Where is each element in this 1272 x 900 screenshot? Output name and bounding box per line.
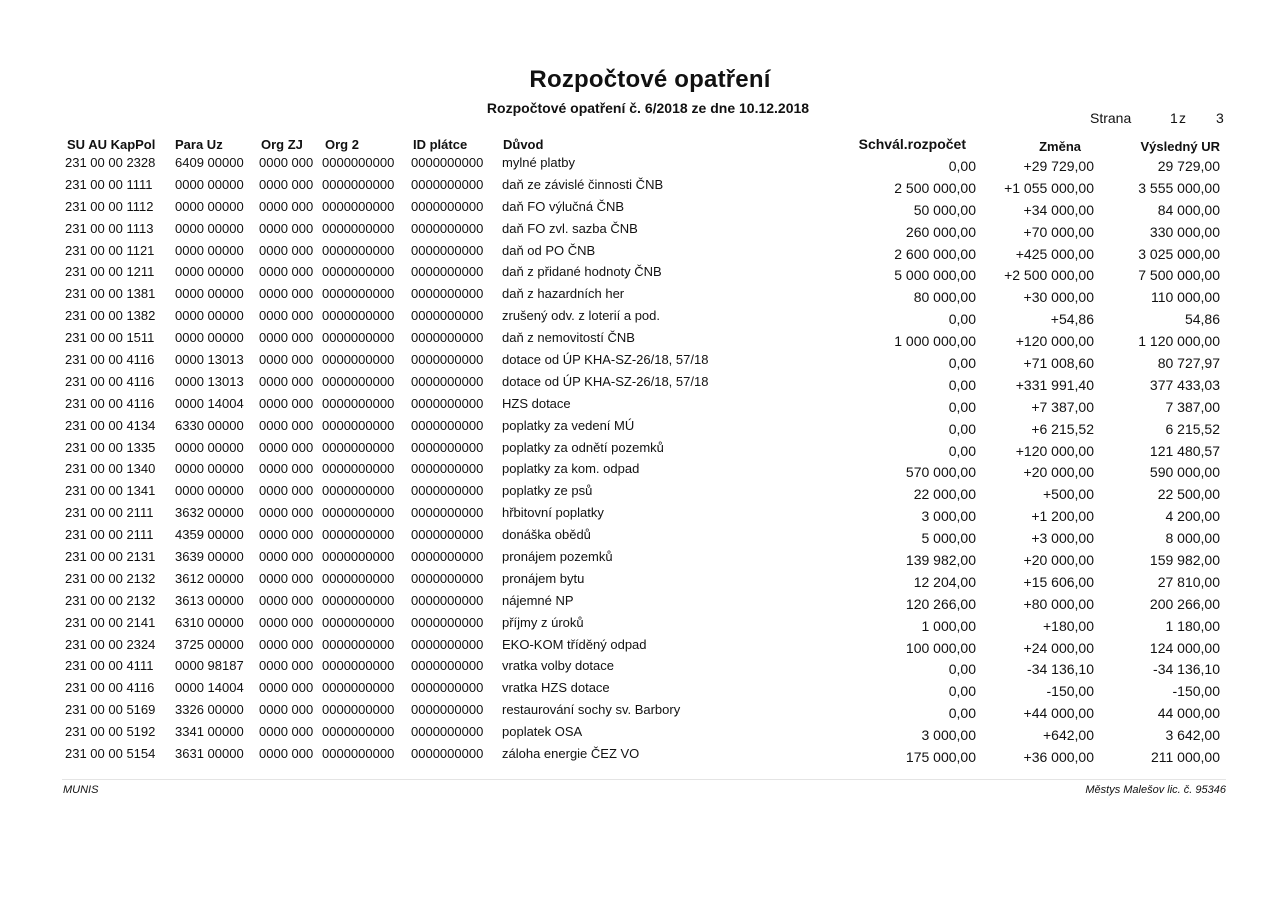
cell-org-zj: 0000 000 [259,505,314,521]
document-subtitle: Rozpočtové opatření č. 6/2018 ze dne 10.12.2018 [486,100,810,116]
document-title: Rozpočtové opatření [529,66,771,93]
cell-su-au-kappol: 231 00 00 4116 [65,373,155,389]
cell-duvod: záloha energie ČEZ VO [502,746,640,762]
header-org2: Org 2 [325,137,359,152]
cell-org2: 0000000000 [322,592,395,608]
cell-schvaleny-rozpocet: 2 500 000,00 [894,179,976,196]
cell-zmena: +6 215,52 [1031,420,1094,437]
table-row [0,745,1272,767]
cell-org2: 0000000000 [322,636,395,652]
table-row [0,657,1272,679]
cell-vysledny-ur: -150,00 [1172,683,1220,700]
cell-duvod: zrušený odv. z loterií a pod. [502,308,661,324]
cell-vysledny-ur: 3 555 000,00 [1138,179,1220,196]
cell-schvaleny-rozpocet: 80 000,00 [913,289,976,306]
table-row [0,154,1272,176]
cell-org-zj: 0000 000 [259,395,314,411]
cell-org-zj: 0000 000 [259,570,314,586]
table-row [0,592,1272,614]
cell-id-platce: 0000000000 [411,198,484,214]
page-total: 3 [1216,110,1224,126]
cell-org-zj: 0000 000 [259,198,314,214]
cell-su-au-kappol: 231 00 00 5192 [65,724,156,740]
header-su-au-kappol: SU AU KapPol [67,137,156,152]
cell-vysledny-ur: 6 215,52 [1165,420,1220,437]
cell-id-platce: 0000000000 [411,352,484,368]
cell-org-zj: 0000 000 [259,527,314,543]
cell-vysledny-ur: 29 729,00 [1157,158,1220,174]
header-zmena: Změna [1039,139,1081,154]
cell-vysledny-ur: 110 000,00 [1150,289,1220,306]
cell-vysledny-ur: 200 266,00 [1149,595,1220,612]
cell-zmena: +425 000,00 [1015,245,1094,262]
cell-schvaleny-rozpocet: 139 982,00 [905,552,976,569]
cell-zmena: +2 500 000,00 [1004,267,1094,284]
cell-su-au-kappol: 231 00 00 2111 [65,505,154,521]
cell-org2: 0000000000 [322,198,395,214]
cell-zmena: +3 000,00 [1031,530,1094,547]
cell-id-platce: 0000000000 [411,570,484,586]
table-row [0,636,1272,658]
cell-id-platce: 0000000000 [411,505,484,521]
cell-para-uz: 0000 14004 [175,680,244,696]
cell-schvaleny-rozpocet: 1 000,00 [921,617,976,634]
cell-org-zj: 0000 000 [259,549,314,565]
cell-duvod: nájemné NP [502,592,574,608]
header-duvod: Důvod [503,137,544,152]
cell-zmena: +54,86 [1050,311,1094,328]
cell-schvaleny-rozpocet: 570 000,00 [905,464,976,481]
cell-schvaleny-rozpocet: 0,00 [948,158,976,174]
cell-duvod: hřbitovní poplatky [502,505,604,521]
cell-para-uz: 3725 00000 [175,636,244,652]
cell-org-zj: 0000 000 [259,155,314,170]
cell-org2: 0000000000 [322,483,395,499]
cell-para-uz: 0000 00000 [175,308,244,324]
cell-org2: 0000000000 [322,155,395,170]
cell-para-uz: 3326 00000 [175,702,244,718]
cell-para-uz: 0000 00000 [175,483,244,499]
cell-id-platce: 0000000000 [411,461,484,477]
table-row [0,701,1272,723]
cell-org-zj: 0000 000 [259,242,314,258]
cell-id-platce: 0000000000 [411,176,484,192]
cell-org2: 0000000000 [322,352,395,368]
cell-su-au-kappol: 231 00 00 4116 [65,395,155,411]
cell-id-platce: 0000000000 [411,483,484,499]
cell-org-zj: 0000 000 [259,746,314,762]
cell-id-platce: 0000000000 [411,658,484,674]
cell-vysledny-ur: 377 433,03 [1149,376,1220,393]
footer-right: Městys Malešov lic. č. 95346 [1085,784,1226,796]
cell-schvaleny-rozpocet: 0,00 [948,705,976,722]
table-row [0,307,1272,329]
cell-org-zj: 0000 000 [259,417,314,433]
cell-id-platce: 0000000000 [411,373,484,389]
cell-org2: 0000000000 [322,461,395,477]
cell-duvod: dotace od ÚP KHA-SZ-26/18, 57/18 [502,373,709,389]
cell-para-uz: 0000 00000 [175,286,244,302]
cell-schvaleny-rozpocet: 3 000,00 [921,727,976,744]
cell-id-platce: 0000000000 [411,286,484,302]
cell-id-platce: 0000000000 [411,395,484,411]
table-row [0,723,1272,745]
cell-para-uz: 3612 00000 [175,570,244,586]
cell-zmena: +180,00 [1043,617,1094,634]
cell-org2: 0000000000 [322,614,395,630]
cell-zmena: +500,00 [1043,486,1094,503]
cell-para-uz: 3632 00000 [175,505,244,521]
page-current: 1 [1170,110,1178,126]
cell-zmena: +30 000,00 [1023,289,1094,306]
cell-schvaleny-rozpocet: 0,00 [948,661,976,678]
cell-su-au-kappol: 231 00 00 4134 [65,417,156,433]
cell-duvod: vratka volby dotace [502,658,615,674]
cell-su-au-kappol: 231 00 00 2111 [65,527,154,543]
page-label: Strana [1090,110,1132,126]
cell-zmena: +15 606,00 [1023,573,1094,590]
table-row [0,439,1272,461]
cell-schvaleny-rozpocet: 50 000,00 [913,201,976,218]
table-row [0,220,1272,242]
cell-su-au-kappol: 231 00 00 1111 [65,176,153,192]
cell-schvaleny-rozpocet: 0,00 [948,420,976,437]
cell-id-platce: 0000000000 [411,680,484,696]
cell-su-au-kappol: 231 00 00 4116 [65,680,155,696]
cell-org2: 0000000000 [322,264,395,280]
cell-duvod: HZS dotace [502,395,571,411]
cell-vysledny-ur: 121 480,57 [1149,442,1220,459]
cell-duvod: poplatky za vedení MÚ [502,417,635,433]
cell-org-zj: 0000 000 [259,658,314,674]
cell-org2: 0000000000 [322,395,395,411]
cell-org2: 0000000000 [322,680,395,696]
cell-para-uz: 0000 00000 [175,264,244,280]
cell-vysledny-ur: 7 387,00 [1165,398,1220,415]
header-org-zj: Org ZJ [261,137,303,152]
cell-zmena: +71 008,60 [1023,355,1094,372]
cell-zmena: +20 000,00 [1023,552,1094,569]
cell-duvod: mylné platby [502,155,575,170]
cell-schvaleny-rozpocet: 12 204,00 [913,573,976,590]
cell-org-zj: 0000 000 [259,308,314,324]
cell-su-au-kappol: 231 00 00 1335 [65,439,156,455]
cell-para-uz: 0000 00000 [175,461,244,477]
cell-id-platce: 0000000000 [411,242,484,258]
cell-su-au-kappol: 231 00 00 1121 [65,242,155,258]
cell-duvod: daň FO zvl. sazba ČNB [502,220,638,236]
cell-org-zj: 0000 000 [259,461,314,477]
cell-zmena: +120 000,00 [1015,333,1094,350]
cell-vysledny-ur: 159 982,00 [1149,552,1220,569]
cell-id-platce: 0000000000 [411,614,484,630]
cell-zmena: +24 000,00 [1023,639,1094,656]
cell-duvod: příjmy z úroků [502,614,584,630]
cell-org2: 0000000000 [322,549,395,565]
cell-para-uz: 3639 00000 [175,549,244,565]
cell-vysledny-ur: 8 000,00 [1165,530,1220,547]
cell-vysledny-ur: 84 000,00 [1157,201,1220,218]
cell-org-zj: 0000 000 [259,483,314,499]
cell-zmena: +34 000,00 [1023,201,1094,218]
cell-org2: 0000000000 [322,286,395,302]
cell-org2: 0000000000 [322,505,395,521]
cell-zmena: +44 000,00 [1023,705,1094,722]
cell-schvaleny-rozpocet: 0,00 [948,398,976,415]
cell-zmena: -150,00 [1046,683,1094,700]
cell-su-au-kappol: 231 00 00 1340 [65,461,156,477]
cell-org-zj: 0000 000 [259,636,314,652]
cell-su-au-kappol: 231 00 00 4116 [65,352,155,368]
cell-zmena: +80 000,00 [1023,595,1094,612]
cell-id-platce: 0000000000 [411,702,484,718]
cell-org2: 0000000000 [322,220,395,236]
cell-org2: 0000000000 [322,417,395,433]
cell-zmena: +120 000,00 [1015,442,1094,459]
cell-zmena: +1 200,00 [1031,508,1094,525]
cell-para-uz: 0000 98187 [175,658,244,674]
cell-duvod: daň FO výlučná ČNB [502,198,625,214]
cell-para-uz: 3341 00000 [175,724,244,740]
cell-org2: 0000000000 [322,176,395,192]
table-row [0,351,1272,373]
cell-org2: 0000000000 [322,658,395,674]
cell-org-zj: 0000 000 [259,286,314,302]
table-row [0,329,1272,351]
cell-id-platce: 0000000000 [411,527,484,543]
cell-su-au-kappol: 231 00 00 1113 [65,220,154,236]
cell-org2: 0000000000 [322,570,395,586]
cell-org-zj: 0000 000 [259,373,314,389]
cell-org-zj: 0000 000 [259,264,314,280]
cell-org-zj: 0000 000 [259,220,314,236]
cell-schvaleny-rozpocet: 0,00 [948,376,976,393]
cell-su-au-kappol: 231 00 00 2131 [65,549,156,565]
cell-duvod: daň z hazardních her [502,286,625,302]
cell-schvaleny-rozpocet: 1 000 000,00 [894,333,976,350]
cell-schvaleny-rozpocet: 0,00 [948,442,976,459]
cell-su-au-kappol: 231 00 00 2141 [65,614,156,630]
header-vysledny-ur: Výsledný UR [1140,139,1220,154]
cell-org-zj: 0000 000 [259,352,314,368]
cell-para-uz: 0000 14004 [175,395,244,411]
cell-id-platce: 0000000000 [411,746,484,762]
cell-su-au-kappol: 231 00 00 1112 [65,198,154,214]
cell-su-au-kappol: 231 00 00 1382 [65,308,156,324]
table-row [0,285,1272,307]
cell-zmena: +29 729,00 [1023,158,1094,174]
cell-org-zj: 0000 000 [259,592,314,608]
cell-duvod: restaurování sochy sv. Barbory [502,702,681,718]
cell-schvaleny-rozpocet: 5 000,00 [921,530,976,547]
cell-org-zj: 0000 000 [259,724,314,740]
cell-schvaleny-rozpocet: 0,00 [948,311,976,328]
cell-vysledny-ur: 1 180,00 [1165,617,1220,634]
cell-zmena: +7 387,00 [1031,398,1094,415]
cell-id-platce: 0000000000 [411,439,484,455]
table-row [0,570,1272,592]
cell-id-platce: 0000000000 [411,636,484,652]
budget-table-body [0,154,1272,767]
table-row [0,482,1272,504]
cell-zmena: +1 055 000,00 [1004,179,1094,196]
cell-su-au-kappol: 231 00 00 2132 [65,592,156,608]
footer-left: MUNIS [63,784,99,796]
cell-para-uz: 0000 13013 [175,373,244,389]
cell-para-uz: 6330 00000 [175,417,244,433]
cell-su-au-kappol: 231 00 00 5154 [65,746,156,762]
cell-su-au-kappol: 231 00 00 1381 [65,286,156,302]
cell-para-uz: 0000 13013 [175,352,244,368]
cell-zmena: +331 991,40 [1015,376,1094,393]
cell-id-platce: 0000000000 [411,417,484,433]
cell-para-uz: 6310 00000 [175,614,244,630]
cell-duvod: daň od PO ČNB [502,242,596,258]
cell-su-au-kappol: 231 00 00 1211 [65,264,155,280]
table-row [0,373,1272,395]
cell-duvod: poplatek OSA [502,724,583,740]
cell-vysledny-ur: 3 642,00 [1165,727,1220,744]
cell-org2: 0000000000 [322,308,395,324]
cell-schvaleny-rozpocet: 2 600 000,00 [894,245,976,262]
table-row [0,395,1272,417]
cell-org-zj: 0000 000 [259,330,314,346]
cell-zmena: +642,00 [1043,727,1094,744]
cell-zmena: -34 136,10 [1027,661,1094,678]
cell-zmena: +70 000,00 [1023,223,1094,240]
cell-para-uz: 0000 00000 [175,242,244,258]
cell-vysledny-ur: 1 120 000,00 [1138,333,1220,350]
cell-para-uz: 0000 00000 [175,330,244,346]
cell-para-uz: 3631 00000 [175,746,244,762]
cell-schvaleny-rozpocet: 175 000,00 [905,749,976,766]
cell-schvaleny-rozpocet: 120 266,00 [905,595,976,612]
cell-id-platce: 0000000000 [411,592,484,608]
header-para-uz: Para Uz [175,137,223,152]
cell-id-platce: 0000000000 [411,724,484,740]
cell-id-platce: 0000000000 [411,155,484,170]
cell-org-zj: 0000 000 [259,680,314,696]
cell-duvod: daň ze závislé činnosti ČNB [502,176,664,192]
cell-duvod: pronájem bytu [502,570,585,586]
cell-org2: 0000000000 [322,746,395,762]
cell-vysledny-ur: 3 025 000,00 [1138,245,1220,262]
table-row [0,504,1272,526]
table-row [0,242,1272,264]
cell-duvod: daň z nemovitostí ČNB [502,330,635,346]
cell-duvod: poplatky ze psů [502,483,593,499]
cell-para-uz: 3613 00000 [175,592,244,608]
cell-zmena: +20 000,00 [1023,464,1094,481]
table-row [0,417,1272,439]
cell-para-uz: 0000 00000 [175,439,244,455]
footer-divider [62,779,1226,780]
cell-duvod: pronájem pozemků [502,549,613,565]
cell-vysledny-ur: 27 810,00 [1157,573,1220,590]
cell-id-platce: 0000000000 [411,308,484,324]
cell-org2: 0000000000 [322,373,395,389]
page-of: z [1179,110,1186,126]
cell-org2: 0000000000 [322,702,395,718]
cell-id-platce: 0000000000 [411,264,484,280]
cell-vysledny-ur: 211 000,00 [1150,749,1220,766]
cell-schvaleny-rozpocet: 0,00 [948,355,976,372]
cell-vysledny-ur: 44 000,00 [1157,705,1220,722]
cell-vysledny-ur: 590 000,00 [1149,464,1220,481]
cell-para-uz: 0000 00000 [175,220,244,236]
table-row [0,614,1272,636]
cell-su-au-kappol: 231 00 00 2324 [65,636,156,652]
cell-vysledny-ur: 124 000,00 [1149,639,1220,656]
cell-para-uz: 0000 00000 [175,176,244,192]
cell-vysledny-ur: 80 727,97 [1157,355,1220,372]
cell-vysledny-ur: -34 136,10 [1153,661,1220,678]
header-schvaleny-rozpocet: Schvál.rozpočet [858,136,966,152]
cell-id-platce: 0000000000 [411,220,484,236]
cell-id-platce: 0000000000 [411,330,484,346]
cell-su-au-kappol: 231 00 00 1511 [65,330,155,346]
cell-duvod: poplatky za kom. odpad [502,461,640,477]
cell-schvaleny-rozpocet: 5 000 000,00 [894,267,976,284]
cell-org-zj: 0000 000 [259,702,314,718]
table-row [0,198,1272,220]
cell-su-au-kappol: 231 00 00 2132 [65,570,156,586]
cell-vysledny-ur: 4 200,00 [1165,508,1220,525]
cell-zmena: +36 000,00 [1023,749,1094,766]
cell-duvod: EKO-KOM tříděný odpad [502,636,647,652]
cell-su-au-kappol: 231 00 00 1341 [65,483,156,499]
header-id-platce: ID plátce [413,137,468,152]
table-row [0,526,1272,548]
cell-vysledny-ur: 22 500,00 [1157,486,1220,503]
cell-para-uz: 4359 00000 [175,527,244,543]
cell-duvod: dotace od ÚP KHA-SZ-26/18, 57/18 [502,352,709,368]
cell-schvaleny-rozpocet: 260 000,00 [905,223,976,240]
cell-org2: 0000000000 [322,330,395,346]
cell-su-au-kappol: 231 00 00 4111 [65,658,154,674]
cell-org-zj: 0000 000 [259,176,314,192]
cell-org2: 0000000000 [322,724,395,740]
cell-schvaleny-rozpocet: 3 000,00 [921,508,976,525]
cell-schvaleny-rozpocet: 100 000,00 [905,639,976,656]
cell-org2: 0000000000 [322,527,395,543]
table-row [0,679,1272,701]
table-row [0,263,1272,285]
cell-duvod: donáška obědů [502,527,591,543]
cell-org2: 0000000000 [322,439,395,455]
cell-duvod: daň z přidané hodnoty ČNB [502,264,662,280]
cell-org-zj: 0000 000 [259,439,314,455]
cell-id-platce: 0000000000 [411,549,484,565]
cell-su-au-kappol: 231 00 00 2328 [65,155,156,170]
table-row [0,176,1272,198]
table-row [0,460,1272,482]
table-row [0,548,1272,570]
cell-para-uz: 6409 00000 [175,155,244,170]
cell-duvod: poplatky za odnětí pozemků [502,439,664,455]
cell-org-zj: 0000 000 [259,614,314,630]
cell-vysledny-ur: 54,86 [1184,311,1220,328]
cell-para-uz: 0000 00000 [175,198,244,214]
cell-duvod: vratka HZS dotace [502,680,610,696]
cell-schvaleny-rozpocet: 22 000,00 [913,486,976,503]
cell-vysledny-ur: 7 500 000,00 [1138,267,1220,284]
cell-vysledny-ur: 330 000,00 [1149,223,1220,240]
cell-su-au-kappol: 231 00 00 5169 [65,702,156,718]
cell-schvaleny-rozpocet: 0,00 [948,683,976,700]
cell-org2: 0000000000 [322,242,395,258]
